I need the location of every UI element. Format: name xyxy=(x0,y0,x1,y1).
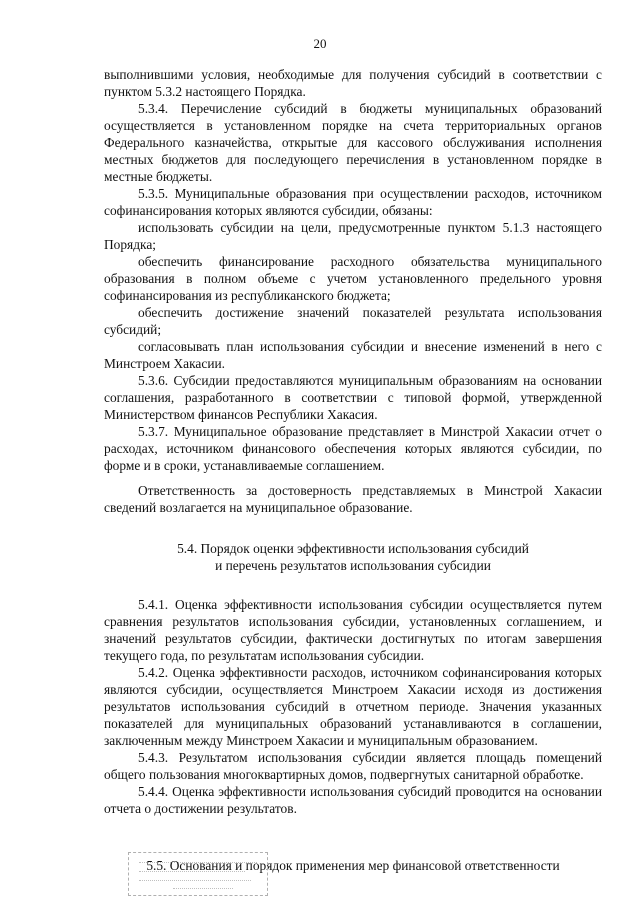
page-number: 20 xyxy=(313,36,327,51)
paragraph-5-4-3: 5.4.3. Результатом использования субсидии является площадь помещений общего пользования многоквартирных домов, подвергнутых санитарной обработке. xyxy=(104,750,602,782)
obligation-item: согласовывать план использования субсидии и внесение изменений в него с Минстроем Хакасии. xyxy=(104,339,602,371)
paragraph-5-4-2: 5.4.2. Оценка эффективности расходов, источником софинансирования которых являются субсидии, осуществляется Минстроем Хакасии исходя из достижения результатов использования субсидий в отчетном периоде. Значения указанных показателей для муниципальных образований устанавливаются в соглашении, заключенным между Минстроем Хакасии и муниципальным образованием. xyxy=(104,665,602,748)
paragraph-5-3-6: 5.3.6. Субсидии предоставляются муниципальным образованиям на основании соглашения, разработанного в соответствии с типовой формой, утвержденной Министерством финансов Республики Хакасия. xyxy=(104,373,602,422)
paragraph-5-3-4: 5.3.4. Перечисление субсидий в бюджеты муниципальных образований осуществляется в установленном порядке на счета территориальных органов Федерального казначейства, открытые для кассового обслуживания исполнения местных бюджетов для последующего перечисления в установленном порядке в местные бюджеты. xyxy=(104,101,602,184)
section-heading-line: 5.4. Порядок оценки эффективности использования субсидий xyxy=(177,541,529,556)
paragraph-5-3-7: 5.3.7. Муниципальное образование представляет в Минстрой Хакасии отчет о расходах, источником финансового обеспечения которых являются субсидии, по форме и в сроки, устанавливаемые соглашением. xyxy=(104,424,602,473)
obligation-item: использовать субсидии на цели, предусмотренные пунктом 5.1.3 настоящего Порядка; xyxy=(104,220,602,252)
paragraph-responsibility: Ответственность за достоверность представляемых в Минстрой Хакасии сведений возлагается на муниципальное образование. xyxy=(104,483,602,515)
paragraph-5-4-1: 5.4.1. Оценка эффективности использования субсидии осуществляется путем сравнения результатов использования субсидии, установленных соглашением, и значений результатов субсидии, фактически достигнутых по итогам завершения текущего года, по результатам использования субсидии. xyxy=(104,597,602,663)
obligation-item: обеспечить достижение значений показателей результата использования субсидий; xyxy=(104,305,602,337)
obligation-item: обеспечить финансирование расходного обязательства муниципального образования в полном объеме с учетом установленного предельного уровня софинансирования из республиканского бюджета; xyxy=(104,254,602,303)
paragraph-5-3-5: 5.3.5. Муниципальные образования при осуществлении расходов, источником софинансирования которых являются субсидии, обязаны: xyxy=(104,186,602,218)
section-heading-5-4 xyxy=(104,540,602,574)
paragraph-5-4-4: 5.4.4. Оценка эффективности использования субсидий проводится на основании отчета о достижении результатов. xyxy=(104,784,602,816)
paragraph-continuation: выполнившими условия, необходимые для получения субсидий в соответствии с пунктом 5.3.2 настоящего Порядка. xyxy=(104,67,602,99)
document-body xyxy=(104,66,602,874)
section-heading-5-5: 5.5. Основания и порядок применения мер финансовой ответственности xyxy=(146,858,560,873)
section-heading-line: и перечень результатов использования субсидии xyxy=(215,558,491,573)
faded-stamp xyxy=(128,852,268,896)
